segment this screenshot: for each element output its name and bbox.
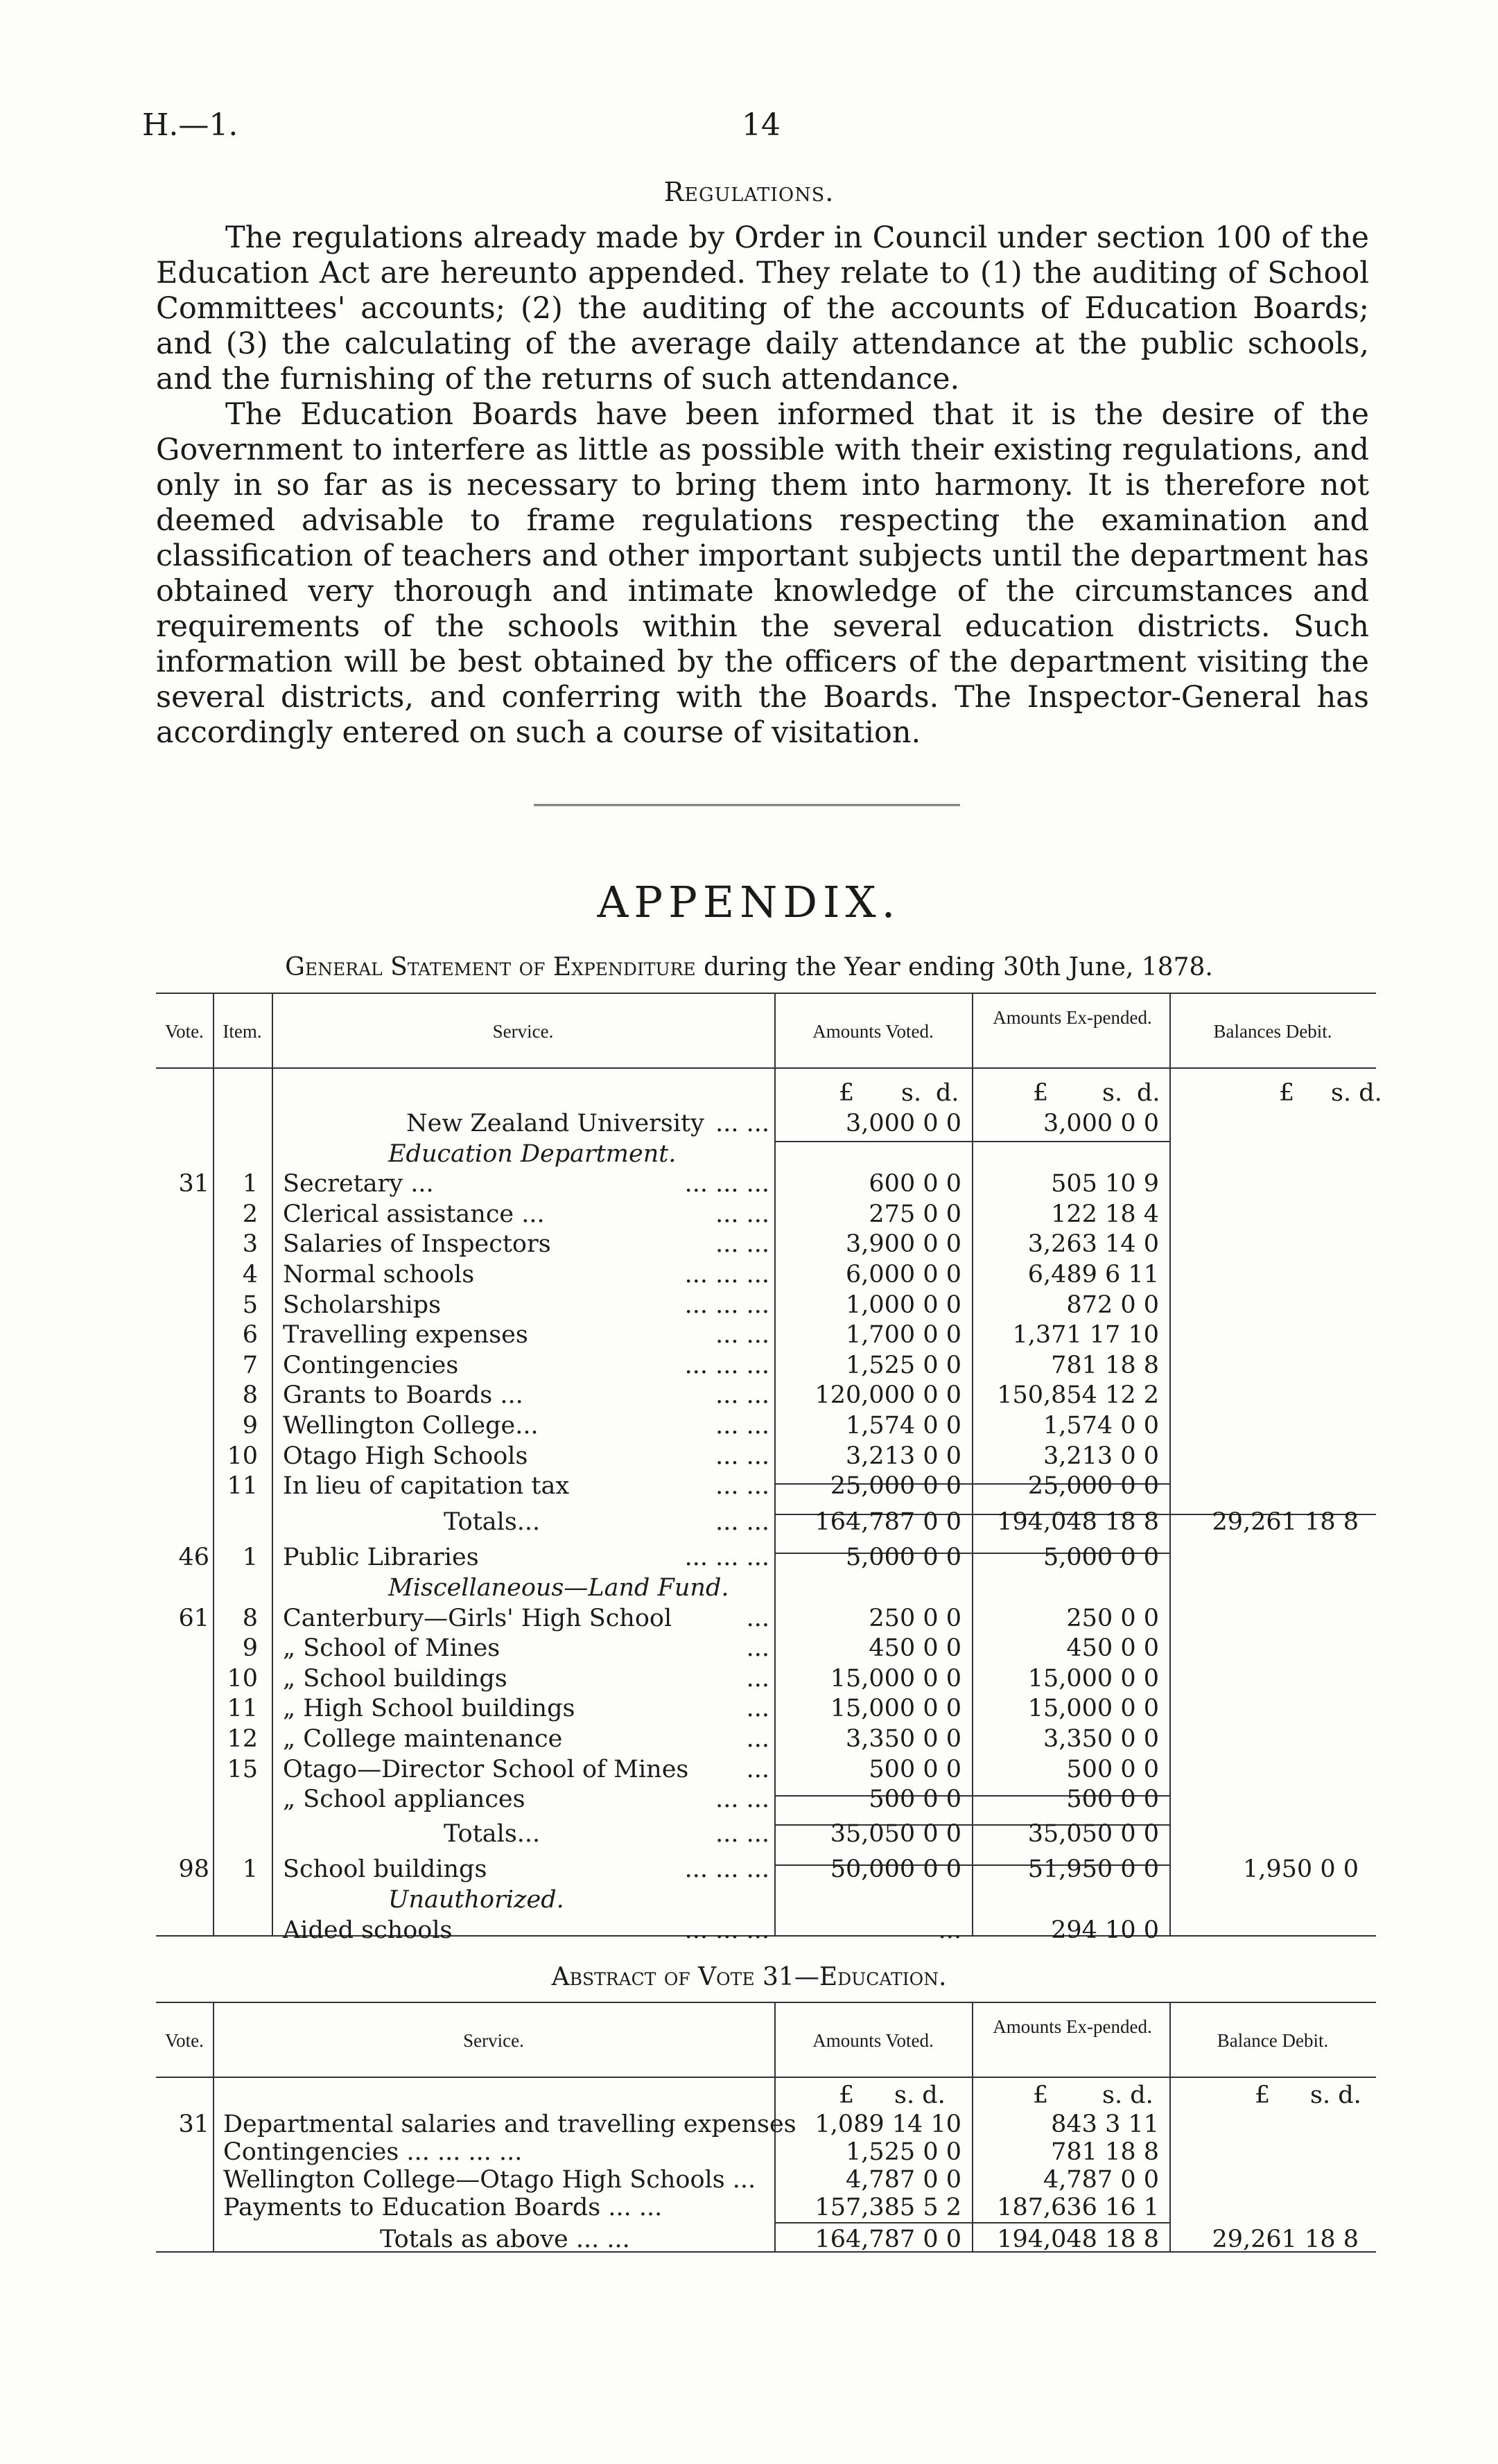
row-amount-expended: 250 0 0 — [1066, 1604, 1159, 1632]
row-service: „ School buildings — [283, 1664, 507, 1693]
row-leader-dots: ... ... ... — [684, 1855, 769, 1884]
section-divider — [534, 804, 960, 806]
row-amount-expended: 15,000 0 0 — [1027, 1664, 1159, 1693]
row-amount-voted: 1,574 0 0 — [846, 1412, 961, 1440]
row-amount-expended: 3,263 14 0 — [1027, 1230, 1159, 1259]
row-service: Grants to Boards ... — [283, 1381, 523, 1410]
col-head-item: Item. — [223, 1021, 262, 1042]
row-leader-dots: ... ... — [715, 1442, 769, 1470]
paragraph-1: The regulations already made by Order in Council under section 100 of the Education Act are hereunto appended. They relate to (1) the auditing of School Committees' accounts; (2) the auditing of the accounts of Education Boards; and (3) the calculating of the average daily attendance at the public schools, and the furnishing of the returns of such attendance. — [156, 220, 1369, 396]
row-amount-voted: 120,000 0 0 — [815, 1381, 961, 1410]
row-amount-voted: 500 0 0 — [869, 1785, 961, 1814]
row-leader-dots: ... ... — [715, 1472, 769, 1501]
row-service: Secretary ... — [283, 1170, 434, 1198]
row-leader-dots: ... ... ... — [684, 1291, 769, 1319]
row-item: 5 — [242, 1291, 258, 1319]
row-service: Travelling expenses — [283, 1321, 528, 1349]
row-item: 12 — [227, 1725, 258, 1753]
row-amount-voted: 3,350 0 0 — [846, 1725, 961, 1753]
abstract-row-service: Totals as above ... ... — [380, 2226, 630, 2253]
row-service: School buildings — [283, 1855, 487, 1884]
row-balance-debit: 1,950 0 0 — [1243, 1855, 1359, 1884]
row-item: 1 — [242, 1170, 258, 1198]
row-leader-dots: ... — [746, 1725, 769, 1753]
page-number: 14 — [742, 107, 781, 143]
abstract-unit-pound-expended: £ — [1033, 2081, 1049, 2109]
abstract-head-voted: Amounts Voted. — [812, 2030, 934, 2051]
abstract-unit-sd-expended: s. d. — [1102, 2081, 1153, 2109]
abstract-unit-pound-balance: £ — [1255, 2081, 1271, 2109]
row-item: 9 — [242, 1412, 258, 1440]
abstract-caption-text: Abstract of Vote 31—Education. — [551, 1963, 947, 1991]
row-amount-expended: 3,213 0 0 — [1043, 1442, 1159, 1470]
col-head-balances: Balances Debit. — [1213, 1021, 1332, 1042]
row-amount-expended: 3,000 0 0 — [1043, 1110, 1159, 1137]
abstract-row-balance: 29,261 18 8 — [1212, 2226, 1359, 2253]
row-amount-voted: 25,000 0 0 — [830, 1472, 961, 1501]
col-divider-item — [272, 993, 273, 1935]
abstract-head-vote: Vote. — [165, 2030, 204, 2051]
row-service: „ School appliances — [283, 1785, 525, 1814]
row-leader-dots: ... ... — [715, 1785, 769, 1814]
row-service: Aided schools — [283, 1916, 453, 1944]
row-amount-expended: 150,854 12 2 — [997, 1381, 1159, 1410]
row-amount-expended: 122 18 4 — [1051, 1200, 1159, 1228]
row-leader-dots: ... ... ... — [684, 1261, 769, 1288]
row-amount-expended: 35,050 0 0 — [1027, 1819, 1159, 1848]
row-amount-voted: 3,000 0 0 — [846, 1110, 961, 1137]
row-amount-voted: 15,000 0 0 — [830, 1695, 961, 1723]
row-amount-expended: 500 0 0 — [1066, 1785, 1159, 1814]
row-service: Scholarships — [283, 1291, 442, 1319]
row-item: 9 — [242, 1634, 258, 1663]
row-item: 15 — [227, 1755, 258, 1783]
row-service: Wellington College... — [283, 1412, 539, 1440]
abstract-header-rule — [156, 2077, 1376, 2078]
col-divider-vote — [213, 993, 214, 1935]
row-service: „ College maintenance — [283, 1725, 563, 1753]
row-leader-dots: ... — [746, 1604, 769, 1632]
row-amount-expended: 1,574 0 0 — [1043, 1412, 1159, 1440]
table-top-rule — [156, 993, 1376, 994]
caption-smallcaps: General Statement of Expenditure — [285, 953, 696, 981]
appendix-title: APPENDIX. — [597, 877, 901, 927]
row-item: 8 — [242, 1604, 258, 1632]
row-leader-dots: ... ... — [715, 1230, 769, 1259]
col-head-expended: Amounts Ex-pended. — [993, 1007, 1152, 1028]
row-leader-dots: ... ... ... — [684, 1916, 769, 1944]
row-leader-dots: ... ... — [715, 1110, 769, 1137]
row-service: „ School of Mines — [283, 1634, 500, 1663]
unit-d-expended: d. — [1137, 1079, 1160, 1107]
col-head-voted: Amounts Voted. — [812, 1021, 934, 1042]
row-balance-debit: 29,261 18 8 — [1212, 1508, 1359, 1536]
row-amount-voted: 450 0 0 — [869, 1634, 961, 1663]
row-amount-voted: 50,000 0 0 — [830, 1855, 961, 1884]
row-service: „ High School buildings — [283, 1695, 575, 1723]
abstract-rule-expended — [972, 2222, 1169, 2223]
row-service: New Zealand University — [406, 1110, 704, 1137]
unit-s-expended: s. — [1102, 1079, 1123, 1107]
row-service: In lieu of capitation tax — [283, 1472, 570, 1501]
row-subheading: Miscellaneous—Land Fund. — [388, 1574, 729, 1602]
row-service: Public Libraries — [283, 1544, 479, 1572]
row-leader-dots: ... ... — [715, 1321, 769, 1349]
col-head-vote: Vote. — [165, 1021, 204, 1042]
row-leader-dots: ... — [746, 1755, 769, 1783]
abstract-unit-pound-voted: £ — [839, 2081, 855, 2109]
col-divider-expended — [1169, 993, 1171, 1935]
col-divider-service — [774, 993, 776, 1935]
row-amount-voted: 600 0 0 — [869, 1170, 961, 1198]
abstract-row-voted: 1,525 0 0 — [846, 2138, 961, 2166]
abstract-row-voted: 164,787 0 0 — [815, 2226, 961, 2253]
abstract-row-voted: 1,089 14 10 — [815, 2111, 961, 2138]
row-leader-dots: ... — [746, 1695, 769, 1723]
row-amount-expended: 781 18 8 — [1051, 1351, 1159, 1379]
unit-sd-balance: s. d. — [1331, 1079, 1382, 1107]
rule-expended-1 — [972, 1141, 1169, 1142]
row-amount-voted: 6,000 0 0 — [846, 1261, 961, 1288]
abstract-top-rule — [156, 2002, 1376, 2003]
abstract-head-service: Service. — [463, 2030, 524, 2051]
row-leader-dots: ... ... — [715, 1508, 769, 1536]
row-amount-voted: 1,700 0 0 — [846, 1321, 961, 1349]
row-service: Otago—Director School of Mines — [283, 1755, 689, 1783]
abstract-caption — [0, 1963, 1498, 1991]
row-item: 11 — [227, 1472, 258, 1501]
abstract-head-expended: Amounts Ex-pended. — [993, 2016, 1152, 2037]
row-amount-voted: 35,050 0 0 — [830, 1819, 961, 1848]
table-header-rule — [156, 1067, 1376, 1069]
row-amount-voted: 164,787 0 0 — [815, 1508, 961, 1536]
row-amount-expended: 505 10 9 — [1051, 1170, 1159, 1198]
document-code: H.—1. — [142, 107, 238, 143]
abstract-row-expended: 843 3 11 — [1051, 2111, 1159, 2138]
row-leader-dots: ... ... ... — [684, 1170, 769, 1198]
row-item: 2 — [242, 1200, 258, 1228]
row-service: Otago High Schools — [283, 1442, 528, 1470]
row-service: Clerical assistance ... — [283, 1200, 545, 1228]
row-service: Contingencies — [283, 1351, 459, 1379]
abstract-row-vote: 31 — [178, 2111, 209, 2138]
statement-caption — [0, 953, 1498, 981]
row-amount-voted: 275 0 0 — [869, 1200, 961, 1228]
row-service: Salaries of Inspectors — [283, 1230, 551, 1259]
row-service: Totals... — [444, 1508, 541, 1536]
row-item: 4 — [242, 1261, 258, 1288]
row-leader-dots: ... ... — [715, 1412, 769, 1440]
abstract-row-expended: 194,048 18 8 — [997, 2226, 1159, 2253]
row-item: 1 — [242, 1544, 258, 1572]
row-leader-dots: ... — [746, 1664, 769, 1693]
row-leader-dots: ... ... — [715, 1381, 769, 1410]
row-amount-voted: 500 0 0 — [869, 1755, 961, 1783]
row-amount-voted: 250 0 0 — [869, 1604, 961, 1632]
row-leader-dots: ... ... ... — [684, 1351, 769, 1379]
row-vote: 98 — [178, 1855, 209, 1884]
row-leader-dots: ... ... — [715, 1819, 769, 1848]
row-service: Normal schools — [283, 1261, 475, 1288]
row-item: 3 — [242, 1230, 258, 1259]
unit-s-voted: s. — [901, 1079, 922, 1107]
unit-pound-expended: £ — [1033, 1079, 1049, 1107]
col-divider-voted — [972, 993, 973, 1935]
abstract-head-balance: Balance Debit. — [1217, 2030, 1329, 2051]
abstract-rule-voted — [774, 2222, 972, 2223]
abstract-row-expended: 781 18 8 — [1051, 2138, 1159, 2166]
row-amount-expended: 1,371 17 10 — [1012, 1321, 1159, 1349]
row-amount-voted: 3,900 0 0 — [846, 1230, 961, 1259]
row-vote: 46 — [178, 1544, 209, 1572]
row-item: 10 — [227, 1442, 258, 1470]
row-amount-expended: 294 10 0 — [1051, 1916, 1159, 1944]
row-amount-voted: ... — [938, 1916, 961, 1944]
row-amount-voted: 3,213 0 0 — [846, 1442, 961, 1470]
row-amount-voted: 15,000 0 0 — [830, 1664, 961, 1693]
row-amount-expended: 3,350 0 0 — [1043, 1725, 1159, 1753]
abstract-unit-sd-balance: s. d. — [1310, 2081, 1361, 2109]
row-vote: 31 — [178, 1170, 209, 1198]
abstract-row-service: Contingencies ... ... ... ... — [223, 2138, 523, 2166]
row-service: Canterbury—Girls' High School — [283, 1604, 672, 1632]
row-item: 7 — [242, 1351, 258, 1379]
row-subheading: Education Department. — [388, 1139, 677, 1168]
row-item: 10 — [227, 1664, 258, 1693]
row-amount-expended: 194,048 18 8 — [997, 1508, 1159, 1536]
unit-d-voted: d. — [936, 1079, 959, 1107]
row-amount-expended: 500 0 0 — [1066, 1755, 1159, 1783]
row-item: 8 — [242, 1381, 258, 1410]
abstract-row-service: Payments to Education Boards ... ... — [223, 2194, 663, 2221]
abstract-divider-voted — [972, 2002, 973, 2251]
abstract-row-voted: 157,385 5 2 — [815, 2194, 961, 2221]
row-item: 11 — [227, 1695, 258, 1723]
rule-voted-1 — [774, 1141, 972, 1142]
row-amount-expended: 450 0 0 — [1066, 1634, 1159, 1663]
regulations-body — [156, 220, 1369, 751]
row-amount-expended: 15,000 0 0 — [1027, 1695, 1159, 1723]
abstract-row-service: Wellington College—Otago High Schools ... — [223, 2166, 756, 2194]
row-item: 1 — [242, 1855, 258, 1884]
abstract-unit-sd-voted: s. d. — [894, 2081, 946, 2109]
row-service: Totals... — [444, 1819, 541, 1848]
row-amount-expended: 25,000 0 0 — [1027, 1472, 1159, 1501]
col-head-service: Service. — [492, 1021, 554, 1042]
row-leader-dots: ... ... ... — [684, 1544, 769, 1572]
abstract-row-service: Departmental salaries and travelling expenses — [223, 2111, 796, 2138]
row-amount-voted: 1,525 0 0 — [846, 1351, 961, 1379]
row-vote: 61 — [178, 1604, 209, 1632]
row-leader-dots: ... — [746, 1634, 769, 1663]
row-amount-expended: 51,950 0 0 — [1027, 1855, 1159, 1884]
abstract-row-expended: 4,787 0 0 — [1043, 2166, 1159, 2194]
row-amount-voted: 5,000 0 0 — [846, 1544, 961, 1572]
unit-pound-balance: £ — [1279, 1079, 1295, 1107]
row-amount-expended: 5,000 0 0 — [1043, 1544, 1159, 1572]
section-heading: Regulations. — [663, 177, 835, 207]
abstract-row-voted: 4,787 0 0 — [846, 2166, 961, 2194]
unit-pound-voted: £ — [839, 1079, 855, 1107]
abstract-row-expended: 187,636 16 1 — [997, 2194, 1159, 2221]
row-subheading: Unauthorized. — [388, 1886, 564, 1914]
row-item: 6 — [242, 1321, 258, 1349]
paragraph-2: The Education Boards have been informed that it is the desire of the Government to interfere as little as possible with their existing regulations, and only in so far as is necessary to bring them into harmony. It is therefore not deemed advisable to frame regulations respecting the examination and classification of teachers and other important subjects until the department has obtained very thorough and intimate knowledge of the circumstances and requirements of the schools within the several education districts. Such information will be best obtained by the officers of the department visiting the several districts, and conferring with the Boards. The Inspector-General has accordingly entered on such a course of visitation. — [156, 397, 1369, 750]
row-leader-dots: ... ... — [715, 1200, 769, 1228]
row-amount-expended: 6,489 6 11 — [1027, 1261, 1159, 1288]
row-amount-voted: 1,000 0 0 — [846, 1291, 961, 1319]
caption-rest: during the Year ending 30th June, 1878. — [695, 953, 1213, 981]
row-amount-expended: 872 0 0 — [1066, 1291, 1159, 1319]
